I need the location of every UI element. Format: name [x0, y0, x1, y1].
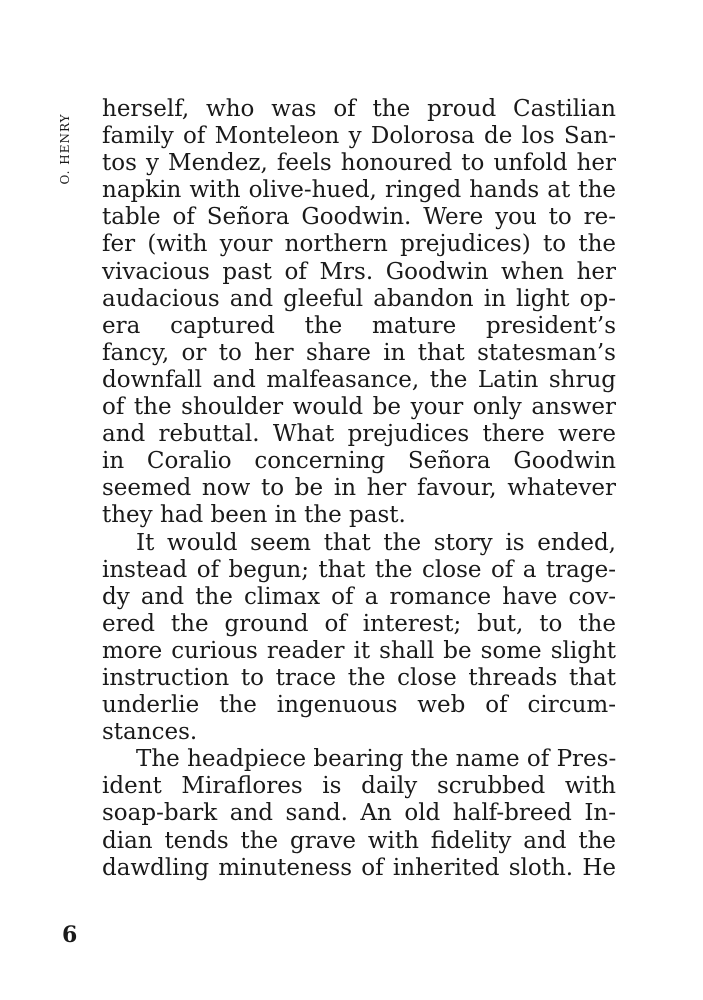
text-line: It would seem that the story is ended, [136, 529, 616, 556]
text-line: in Coralio concerning Señora Goodwin [102, 448, 616, 475]
text-line: instruction to trace the close threads that [102, 664, 616, 691]
text-line: table of Señora Goodwin. Were you to re- [102, 204, 616, 231]
text-line: underlie the ingenuous web of circum- [102, 692, 616, 719]
text-line: instead of begun; that the close of a trage- [102, 556, 616, 583]
text-line: seemed now to be in her favour, whatever [102, 475, 616, 502]
text-line: dian tends the grave with fidelity and the [102, 827, 616, 854]
text-line: era captured the mature president’s [102, 312, 616, 339]
running-head [57, 103, 73, 195]
text-line: fer (with your northern prejudices) to the [102, 231, 616, 258]
text-line: herself, who was of the proud Castilian [102, 96, 616, 122]
paragraph-2 [102, 530, 616, 747]
text-line: napkin with olive-hued, ringed hands at the [102, 177, 616, 204]
text-line: fancy, or to her share in that statesman’s [102, 339, 616, 366]
text-line: stances. [102, 719, 198, 746]
body-text [102, 96, 616, 882]
paragraph-3 [102, 746, 616, 881]
text-line: tos y Mendez, feels honoured to unfold her [102, 150, 616, 177]
text-line: vivacious past of Mrs. Goodwin when her [102, 258, 616, 285]
text-line: and rebuttal. What prejudices there were [102, 421, 616, 448]
text-line: ident Miraflores is daily scrubbed with [102, 773, 616, 800]
text-line: dawdling minuteness of inherited sloth. He [102, 854, 616, 881]
text-line: downfall and malfeasance, the Latin shrug [102, 366, 616, 393]
running-head-text: O. HENRY [58, 113, 72, 185]
text-line: they had been in the past. [102, 502, 406, 529]
text-line: dy and the climax of a romance have cov- [102, 583, 616, 610]
text-line: more curious reader it shall be some slight [102, 637, 616, 664]
text-line: family of Monteleon y Dolorosa de los San- [102, 123, 616, 150]
text-line: soap-bark and sand. An old half-breed In- [102, 800, 616, 827]
text-line: audacious and gleeful abandon in light op- [102, 285, 616, 312]
paragraph-1 [102, 96, 616, 530]
page-number: 6 [62, 922, 78, 948]
text-line: of the shoulder would be your only answer [102, 394, 616, 421]
text-line: The headpiece bearing the name of Pres- [136, 746, 617, 773]
text-line: ered the ground of interest; but, to the [102, 610, 616, 637]
